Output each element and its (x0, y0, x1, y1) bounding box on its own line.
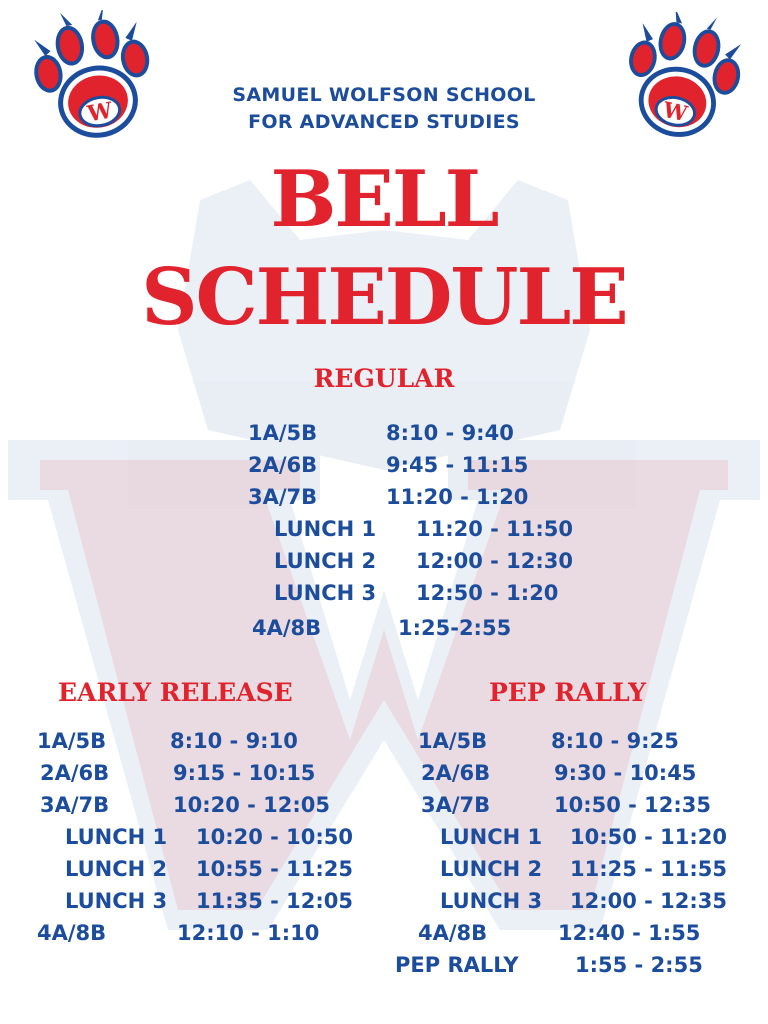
regular-row-time: 11:20 - 11:50 (416, 517, 574, 541)
early-row-time: 9:15 - 10:15 (173, 761, 316, 785)
pep-row-time: 8:10 - 9:25 (551, 729, 679, 753)
school-name-line1: SAMUEL WOLFSON SCHOOL (232, 84, 536, 106)
pep-row-label: LUNCH 1 (440, 825, 543, 849)
early-row-time: 10:55 - 11:25 (196, 857, 354, 881)
early-row-label: LUNCH 3 (65, 889, 168, 913)
pep-row-time: 11:25 - 11:55 (570, 857, 728, 881)
regular-row-label: 2A/6B (248, 453, 318, 477)
regular-row-label: 4A/8B (252, 616, 322, 640)
early-row-time: 11:35 - 12:05 (196, 889, 354, 913)
early-row-time: 10:20 - 12:05 (173, 793, 331, 817)
pep-row-time: 9:30 - 10:45 (554, 761, 697, 785)
school-name-line2: FOR ADVANCED STUDIES (248, 111, 520, 133)
regular-row-label: LUNCH 2 (274, 549, 377, 573)
early-row-time: 8:10 - 9:10 (170, 729, 298, 753)
regular-row-label: LUNCH 3 (274, 581, 377, 605)
regular-row-time: 12:50 - 1:20 (416, 581, 559, 605)
early-row-label: 2A/6B (40, 761, 110, 785)
regular-row-label: 3A/7B (248, 485, 318, 509)
pep-row-time: 10:50 - 12:35 (554, 793, 712, 817)
early-row-time: 12:10 - 1:10 (177, 921, 320, 945)
pep-row-time: 10:50 - 11:20 (570, 825, 728, 849)
regular-row-label: 1A/5B (248, 421, 318, 445)
pep-row-label: 3A/7B (421, 793, 491, 817)
pep-row-label: LUNCH 3 (440, 889, 543, 913)
paw-logo-right (618, 12, 746, 148)
regular-row-time: 12:00 - 12:30 (416, 549, 574, 573)
early-row-label: 3A/7B (40, 793, 110, 817)
regular-row-label: LUNCH 1 (274, 517, 377, 541)
logo-letter: W (660, 97, 690, 128)
regular-heading: REGULAR (313, 364, 455, 393)
regular-row-time: 8:10 - 9:40 (386, 421, 514, 445)
pep-row-time: 12:00 - 12:35 (570, 889, 728, 913)
title-line2: SCHEDULE (141, 252, 627, 343)
pep-rally-heading: PEP RALLY (489, 678, 646, 707)
early-row-label: 4A/8B (37, 921, 107, 945)
pep-row-label: PEP RALLY (395, 953, 519, 977)
pep-row-label: 1A/5B (418, 729, 488, 753)
early-row-time: 10:20 - 10:50 (196, 825, 354, 849)
regular-row-time: 11:20 - 1:20 (386, 485, 529, 509)
early-row-label: 1A/5B (37, 729, 107, 753)
regular-row-time: 1:25-2:55 (398, 616, 512, 640)
pep-row-time: 12:40 - 1:55 (558, 921, 701, 945)
pep-row-time: 1:55 - 2:55 (575, 953, 703, 977)
pep-row-label: 2A/6B (421, 761, 491, 785)
paw-logo-left (28, 10, 160, 148)
early-release-heading: EARLY RELEASE (58, 678, 293, 707)
pep-row-label: 4A/8B (418, 921, 488, 945)
early-row-label: LUNCH 1 (65, 825, 168, 849)
title-line1: BELL (270, 154, 498, 245)
logo-letter: W (85, 97, 115, 128)
early-row-label: LUNCH 2 (65, 857, 168, 881)
regular-row-time: 9:45 - 11:15 (386, 453, 529, 477)
pep-row-label: LUNCH 2 (440, 857, 543, 881)
